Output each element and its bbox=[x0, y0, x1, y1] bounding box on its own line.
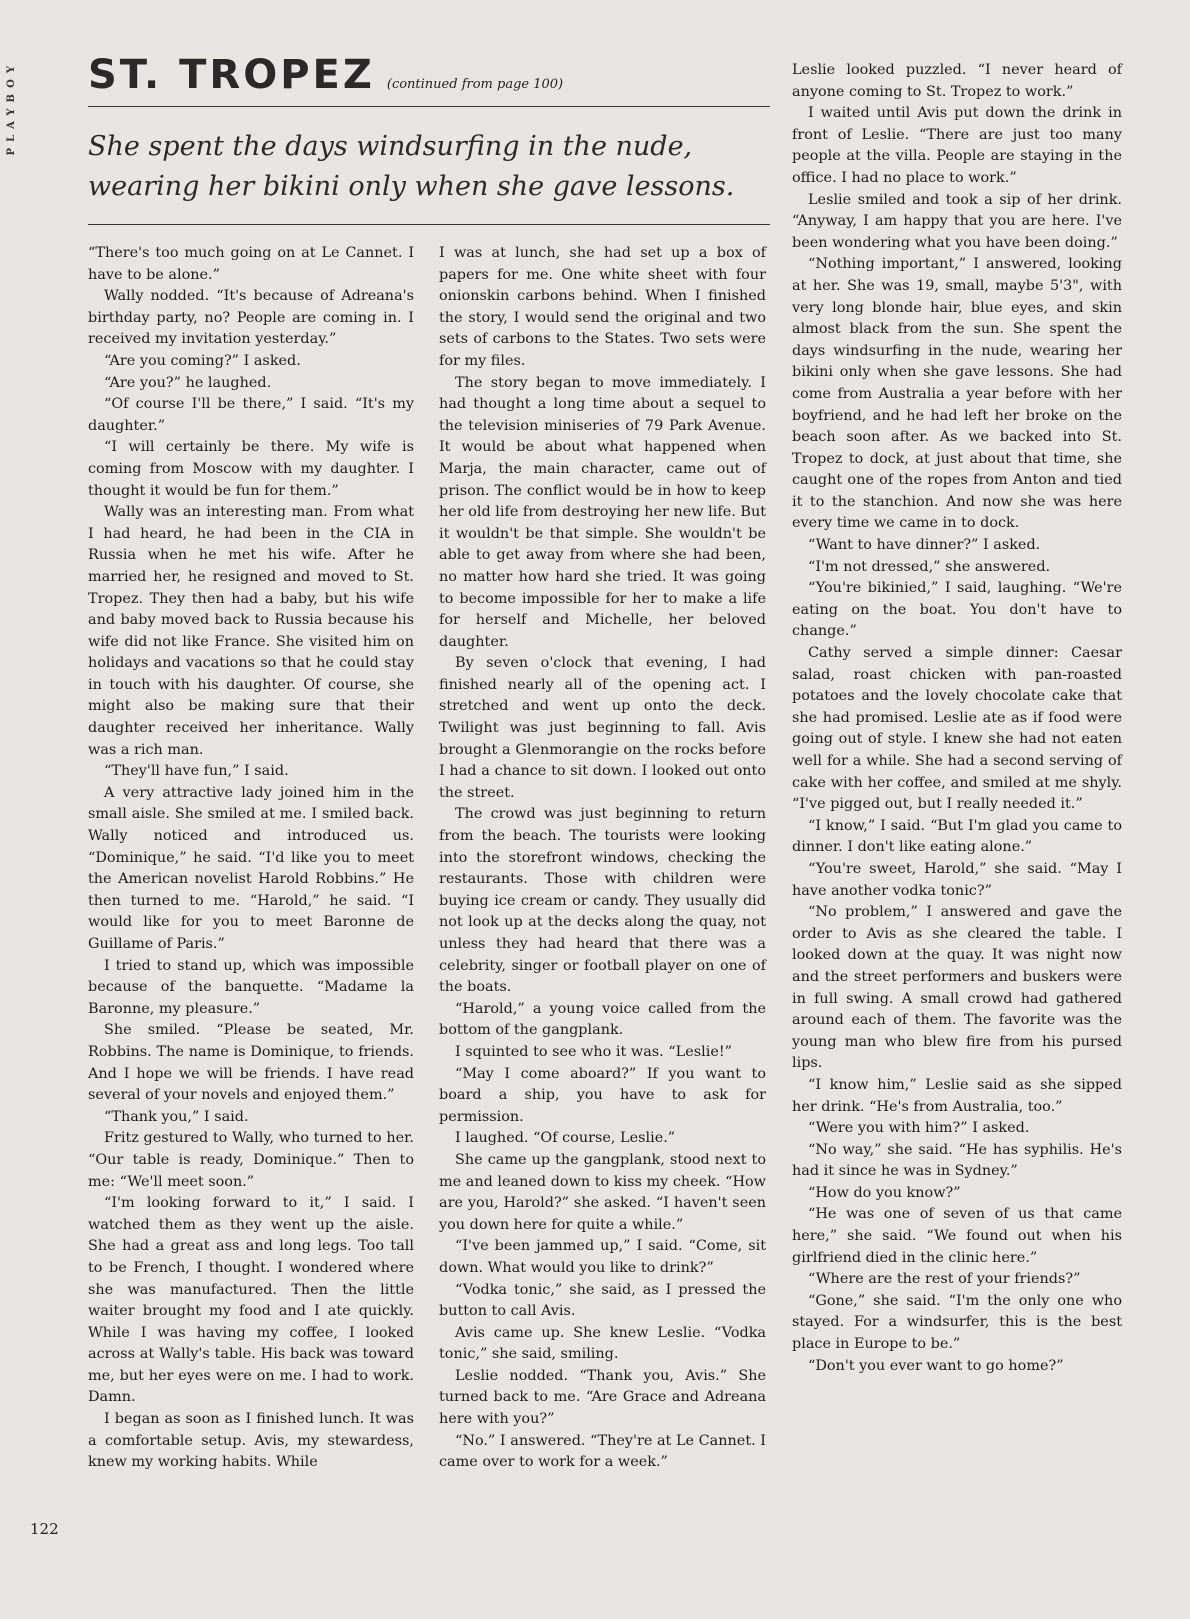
paragraph: “Nothing important,” I answered, looking at her. She was 19, small, maybe 5'3", with very long blonde hair, blue eyes, and skin almost black from the sun. She spent the days windsurfing in the nude, wearing her bikini only when she gave lessons. She had come from Australia a year before with her boyfriend, and he had left her broke on the beach soon after. As we backed into St. Tropez to dock, at just about that time, she caught one of the ropes from Anton and tied it to the stanchion. And now she was here every time we came in to dock. bbox=[792, 256, 1122, 532]
paragraph: Avis came up. She knew Leslie. “Vodka tonic,” she said, smiling. bbox=[439, 1324, 766, 1363]
paragraph: “Harold,” a young voice called from the bottom of the gangplank. bbox=[439, 1000, 766, 1039]
paragraph: “They'll have fun,” I said. bbox=[104, 763, 289, 780]
paragraph: She smiled. “Please be seated, Mr. Robbins. The name is Dominique, to friends. And I hope we will be friends. I have read several of your novels and enjoyed them.” bbox=[88, 1022, 414, 1104]
header-rule-top bbox=[88, 106, 770, 107]
paragraph: “I know,” I said. “But I'm glad you came to dinner. I don't like eating alone.” bbox=[792, 817, 1122, 856]
paragraph: By seven o'clock that evening, I had finished nearly all of the opening act. I stretched and went up onto the deck. Twilight was just beginning to fall. Avis brought a Glenmorangie on the rocks before I had a chance to sit down. I looked out onto the street. bbox=[439, 655, 766, 801]
paragraph: Fritz gestured to Wally, who turned to her. “Our table is ready, Dominique.” Then to me: “We'll meet soon.” bbox=[88, 1130, 414, 1190]
paragraph: “Thank you,” I said. bbox=[104, 1108, 249, 1125]
paragraph: “How do you know?” bbox=[808, 1184, 961, 1201]
paragraph: I began as soon as I finished lunch. It was a comfortable setup. Avis, my stewardess, knew my working habits. While bbox=[88, 1411, 414, 1471]
paragraph: “I'm not dressed,” she answered. bbox=[808, 558, 1051, 575]
paragraph: Leslie nodded. “Thank you, Avis.” She turned back to me. “Are Grace and Adreana here with you?” bbox=[439, 1367, 766, 1428]
paragraph: “Where are the rest of your friends?” bbox=[808, 1271, 1081, 1288]
paragraph: “Don't you ever want to go home?” bbox=[808, 1357, 1064, 1374]
paragraph: She came up the gangplank, stood next to me and leaned down to kiss my cheek. “How are you, Harold?” she asked. “I haven't seen you down here for quite a while.” bbox=[439, 1151, 766, 1233]
paragraph: Leslie smiled and took a sip of her drink. “Anyway, I am happy that you are here. I've been wondering what you have been doing.” bbox=[792, 191, 1122, 251]
paragraph: Wally was an interesting man. From what I had heard, he had been in the CIA in Russia when he met his wife. After he married her, he resigned and moved to St. Tropez. They then had a baby, but his wife and baby moved back to Russia because his wife did not like France. She visited him on holidays and vacations so that he could stay in touch with his daughter. Of course, she might also be making sure that their daughter received her inheritance. Wally was a rich man. bbox=[88, 504, 414, 758]
paragraph: “No.” I answered. “They're at Le Cannet. I came over to work for a week.” bbox=[439, 1432, 766, 1471]
paragraph: “He was one of seven of us that came here,” she said. “We found out when his girlfriend died in the clinic here.” bbox=[792, 1206, 1122, 1266]
article-title: ST. TROPEZ bbox=[88, 52, 375, 98]
paragraph: Leslie looked puzzled. “I never heard of anyone coming to St. Tropez to work.” bbox=[792, 62, 1122, 100]
paragraph: “Were you with him?” I asked. bbox=[808, 1120, 1030, 1137]
paragraph: The story began to move immediately. I had thought a long time about a sequel to the television miniseries of 79 Park Avenue. It would be about what happened when Marja, the main character, came out of prison. The conflict would be in how to keep her old life from destroying her new life. But it wouldn't be that simple. She wouldn't be able to get away from where she had been, no matter how hard she tried. It was going to become impossible for her to make a life for herself and Michelle, her beloved daughter. bbox=[439, 374, 766, 650]
paragraph: “Gone,” she said. “I'm the only one who stayed. For a windsurfer, this is the best place in Europe to be.” bbox=[792, 1292, 1122, 1353]
text-column-3 bbox=[792, 60, 1122, 1377]
paragraph: “You're bikinied,” I said, laughing. “We're eating on the boat. You don't have to change.” bbox=[792, 580, 1122, 640]
paragraph: The crowd was just beginning to return from the beach. The tourists were looking into the storefront windows, checking the restaurants. Those with children were buying ice cream or candy. They usually did not look up at the decks along the quay, not unless they had heard that there was a celebrity, singer or football player on one of the boats. bbox=[439, 806, 766, 996]
paragraph: “There's too much going on at Le Cannet. I have to be alone.” bbox=[88, 245, 414, 283]
paragraph: I squinted to see who it was. “Leslie!” bbox=[455, 1043, 732, 1060]
paragraph: “May I come aboard?” If you want to board a ship, you have to ask for permission. bbox=[439, 1065, 766, 1125]
paragraph: I laughed. “Of course, Leslie.” bbox=[455, 1130, 676, 1147]
paragraph: “I know him,” Leslie said as she sipped her drink. “He's from Australia, too.” bbox=[792, 1076, 1122, 1115]
paragraph: “Want to have dinner?” I asked. bbox=[808, 537, 1041, 554]
paragraph: “I will certainly be there. My wife is coming from Moscow with my daughter. I thought it would be fun for them.” bbox=[88, 439, 414, 499]
paragraph: “Vodka tonic,” she said, as I pressed the button to call Avis. bbox=[439, 1281, 766, 1320]
pull-quote: She spent the days windsurfing in the nude, wearing her bikini only when she gave lessons. bbox=[88, 131, 735, 202]
paragraph: “Are you coming?” I asked. bbox=[104, 352, 301, 369]
paragraph: “Are you?” he laughed. bbox=[104, 374, 272, 391]
paragraph: A very attractive lady joined him in the small aisle. She smiled at me. I smiled back. Wally noticed and introduced us. “Dominique,” he said. “I'd like you to meet the American novelist Harold Robbins.” He then turned to me. “Harold,” he said. “I would like for you to meet Baronne de Guillame of Paris.” bbox=[88, 784, 414, 952]
paragraph: “I've been jammed up,” I said. “Come, sit down. What would you like to drink?” bbox=[439, 1238, 766, 1276]
page-number: 122 bbox=[30, 1520, 59, 1538]
paragraph: I tried to stand up, which was impossible because of the banquette. “Madame la Baronne, my pleasure.” bbox=[88, 957, 414, 1017]
paragraph: I waited until Avis put down the drink in front of Leslie. “There are just too many people at the villa. People are staying in the office. I had no place to work.” bbox=[792, 105, 1122, 186]
text-column-1 bbox=[88, 243, 414, 1474]
header-rule-bottom bbox=[88, 224, 770, 225]
magazine-sidebar-label: PLAYBOY bbox=[6, 60, 17, 156]
text-column-2 bbox=[439, 243, 766, 1474]
paragraph: “No way,” she said. “He has syphilis. He's had it since he was in Sydney.” bbox=[792, 1141, 1122, 1180]
paragraph: Cathy served a simple dinner: Caesar salad, roast chicken with pan-roasted potatoes and the lovely chocolate cake that she had promised. Leslie ate as if food were going out of style. I knew she had not eaten well for a while. She had a second serving of cake with her coffee, and smiled at me shyly. “I've pigged out, but I really needed it.” bbox=[792, 645, 1122, 813]
paragraph: “I'm looking forward to it,” I said. I watched them as they went up the aisle. She had a great ass and long legs. Too tall to be French, I thought. I wondered where she was manufactured. Then the little waiter brought my food and I ate quickly. While I was having my coffee, I looked across at Wally's table. His back was toward me, but her eyes were on me. I had to work. Damn. bbox=[88, 1195, 414, 1406]
paragraph: “You're sweet, Harold,” she said. “May I have another vodka tonic?” bbox=[792, 860, 1122, 899]
paragraph: Wally nodded. “It's because of Adreana's birthday party, no? People are coming in. I received my invitation yesterday.” bbox=[88, 288, 414, 348]
continued-note: (continued from page 100) bbox=[386, 77, 564, 92]
paragraph: I was at lunch, she had set up a box of papers for me. One white sheet with four onionskin carbons behind. When I finished the story, I would send the original and two sets of carbons to the States. Two sets were for my files. bbox=[439, 245, 766, 369]
article-header bbox=[88, 52, 770, 225]
paragraph: “Of course I'll be there,” I said. “It's my daughter.” bbox=[88, 396, 414, 434]
title-row bbox=[88, 52, 770, 98]
paragraph: “No problem,” I answered and gave the order to Avis as she cleared the table. I looked down at the quay. It was night now and the street performers and buskers were in full swing. A small crowd had gathered around each of them. The favorite was the young man who blew fire from his pursed lips. bbox=[792, 904, 1122, 1072]
